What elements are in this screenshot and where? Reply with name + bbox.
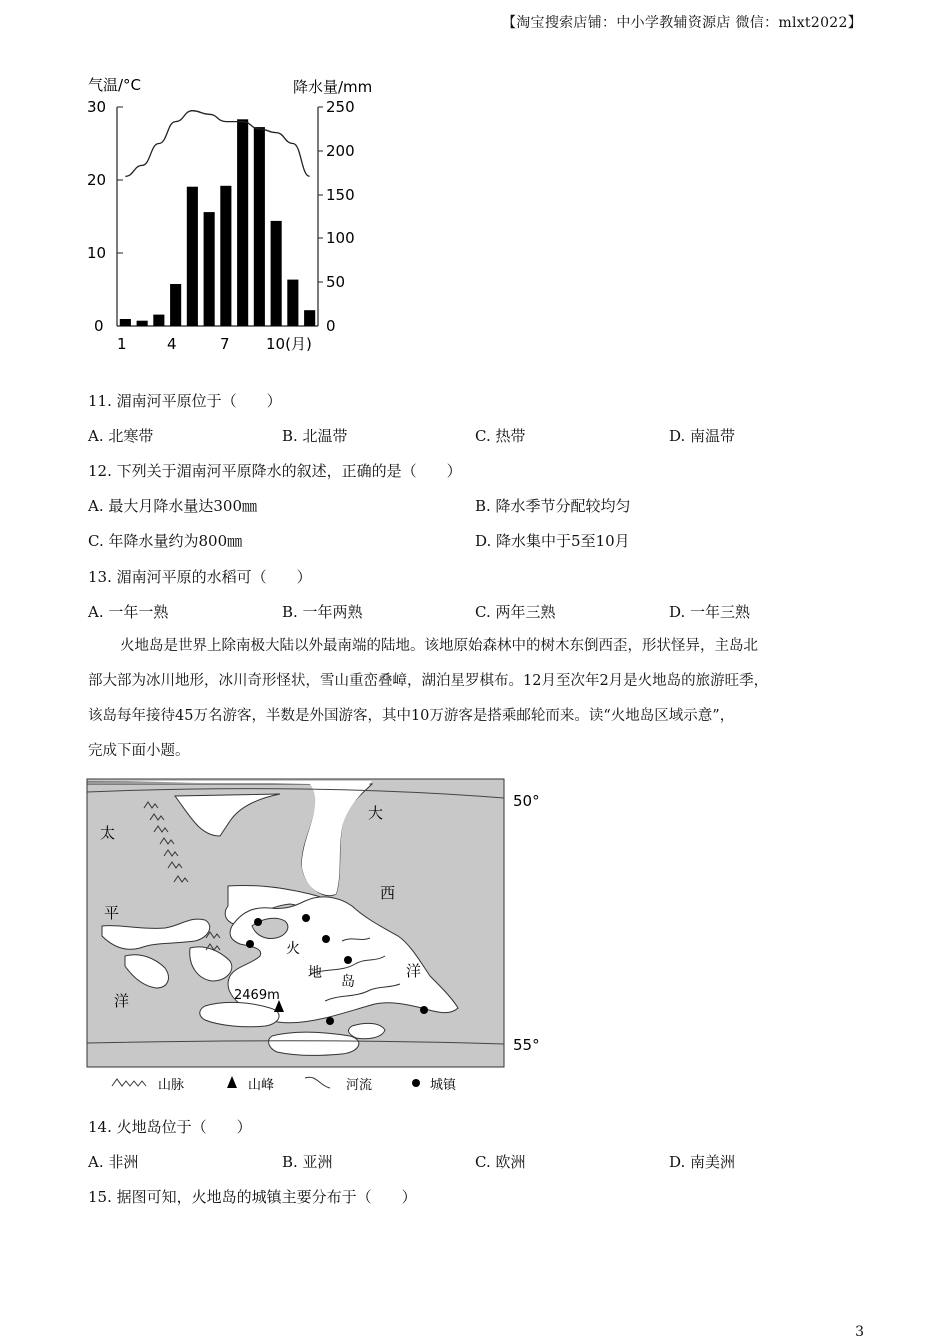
question-13: 13. 湄南河平原的水稻可（ ） bbox=[88, 568, 312, 586]
atlantic-char-3: 洋 bbox=[406, 962, 422, 980]
precipitation-axis-title: 降水量/mm bbox=[293, 78, 373, 96]
precipitation-bars bbox=[120, 119, 315, 326]
precipitation-bar bbox=[304, 310, 315, 326]
right-tick-50: 50 bbox=[326, 273, 346, 291]
right-tick-200: 200 bbox=[326, 142, 355, 160]
precipitation-bar bbox=[204, 212, 215, 326]
q13-option-c: C. 两年三熟 bbox=[475, 603, 556, 621]
x-tick-7: 7 bbox=[220, 335, 230, 353]
island-char-2: 地 bbox=[308, 965, 322, 981]
precipitation-bar bbox=[220, 186, 231, 326]
q11-option-b: B. 北温带 bbox=[282, 427, 348, 445]
right-tick-100: 100 bbox=[326, 229, 355, 247]
header-note: 【淘宝搜索店铺：中小学教辅资源店 微信：mlxt2022】 bbox=[501, 15, 862, 31]
precipitation-bar bbox=[254, 127, 265, 326]
map-legend bbox=[112, 1076, 457, 1093]
q11-option-c: C. 热带 bbox=[475, 427, 526, 445]
legend-peak-icon bbox=[227, 1076, 237, 1088]
town-6 bbox=[420, 1006, 428, 1014]
south-island-2 bbox=[269, 1032, 359, 1055]
q13-option-a: A. 一年一熟 bbox=[88, 603, 169, 621]
town-5 bbox=[344, 956, 352, 964]
q14-option-a: A. 非洲 bbox=[88, 1153, 139, 1171]
town-7 bbox=[326, 1017, 334, 1025]
q13-option-b: B. 一年两熟 bbox=[282, 603, 363, 621]
q12-option-a: A. 最大月降水量达300㎜ bbox=[88, 497, 257, 515]
passage-line-4: 完成下面小题。 bbox=[88, 743, 190, 759]
q14-option-d: D. 南美洲 bbox=[669, 1153, 736, 1171]
tierra-del-fuego-map bbox=[80, 776, 560, 1101]
question-15: 15. 据图可知，火地岛的城镇主要分布于（ ） bbox=[88, 1188, 417, 1206]
pacific-char-3: 洋 bbox=[114, 992, 130, 1010]
right-tick-0: 0 bbox=[326, 317, 336, 335]
q12-option-b: B. 降水季节分配较均匀 bbox=[475, 497, 631, 515]
precipitation-bar bbox=[271, 221, 282, 326]
legend-town-icon bbox=[412, 1079, 420, 1087]
passage-line-1: 火地岛是世界上除南极大陆以外最南端的陆地。该地原始森林中的树木东倒西歪，形状怪异，主岛北 bbox=[120, 638, 758, 654]
right-ticks bbox=[318, 98, 355, 335]
x-tick-4: 4 bbox=[167, 335, 177, 353]
precipitation-bar bbox=[120, 319, 131, 326]
temperature-axis-title: 气温/°C bbox=[88, 76, 142, 94]
island-char-1: 火 bbox=[286, 941, 300, 957]
legend-peak-label: 山峰 bbox=[248, 1078, 275, 1093]
precipitation-bar bbox=[287, 280, 298, 326]
precipitation-bar bbox=[137, 321, 148, 326]
town-2 bbox=[302, 914, 310, 922]
temperature-curve bbox=[125, 111, 309, 177]
reading-passage bbox=[88, 629, 878, 769]
question-11: 11. 湄南河平原位于（ ） bbox=[88, 392, 282, 410]
q11-option-d: D. 南温带 bbox=[669, 427, 736, 445]
town-1 bbox=[254, 918, 262, 926]
right-tick-250: 250 bbox=[326, 98, 355, 116]
q12-option-d: D. 降水集中于5至10月 bbox=[475, 532, 630, 550]
left-tick-30: 30 bbox=[87, 98, 107, 116]
precipitation-bar bbox=[153, 315, 164, 326]
pacific-char-2: 平 bbox=[104, 904, 120, 922]
precipitation-bar bbox=[187, 187, 198, 326]
pacific-char-1: 太 bbox=[100, 824, 116, 842]
q12-option-c: C. 年降水量约为800㎜ bbox=[88, 532, 243, 550]
left-tick-0: 0 bbox=[94, 317, 104, 335]
town-3 bbox=[246, 940, 254, 948]
q11-option-a: A. 北寒带 bbox=[88, 427, 154, 445]
island-char-3: 岛 bbox=[341, 974, 355, 990]
latitude-50-label: 50° bbox=[513, 792, 540, 810]
atlantic-char-1: 大 bbox=[368, 804, 384, 822]
latitude-55-label: 55° bbox=[513, 1036, 540, 1054]
left-tick-10: 10 bbox=[87, 244, 107, 262]
page-number: 3 bbox=[855, 1324, 864, 1340]
left-tick-20: 20 bbox=[87, 171, 107, 189]
x-tick-1: 1 bbox=[117, 335, 127, 353]
legend-town-label: 城镇 bbox=[430, 1078, 457, 1093]
town-4 bbox=[322, 935, 330, 943]
x-tick-10: 10(月) bbox=[266, 335, 312, 353]
passage-line-2: 部大部为冰川地形，冰川奇形怪状，雪山重峦叠嶂，湖泊星罗棋布。12月至次年2月是火地岛的旅游旺季， bbox=[88, 673, 769, 689]
question-12: 12. 下列关于湄南河平原降水的叙述，正确的是（ ） bbox=[88, 462, 462, 480]
legend-river-icon bbox=[305, 1077, 330, 1088]
q14-option-c: C. 欧洲 bbox=[475, 1153, 526, 1171]
right-tick-150: 150 bbox=[326, 186, 355, 204]
question-14: 14. 火地岛位于（ ） bbox=[88, 1118, 252, 1136]
passage-line-3: 该岛每年接待45万名游客，半数是外国游客，其中10万游客是搭乘邮轮而来。读“火地岛区域示意”， bbox=[88, 708, 735, 724]
legend-river-label: 河流 bbox=[346, 1078, 373, 1093]
legend-mountain-icon bbox=[112, 1079, 146, 1086]
peak-elevation: 2469m bbox=[234, 988, 280, 1003]
precipitation-bar bbox=[237, 119, 248, 326]
q14-option-b: B. 亚洲 bbox=[282, 1153, 333, 1171]
legend-mountain-label: 山脉 bbox=[158, 1078, 185, 1093]
climate-chart bbox=[80, 72, 390, 362]
q13-option-d: D. 一年三熟 bbox=[669, 603, 751, 621]
precipitation-bar bbox=[170, 284, 181, 326]
atlantic-char-2: 西 bbox=[380, 884, 396, 902]
